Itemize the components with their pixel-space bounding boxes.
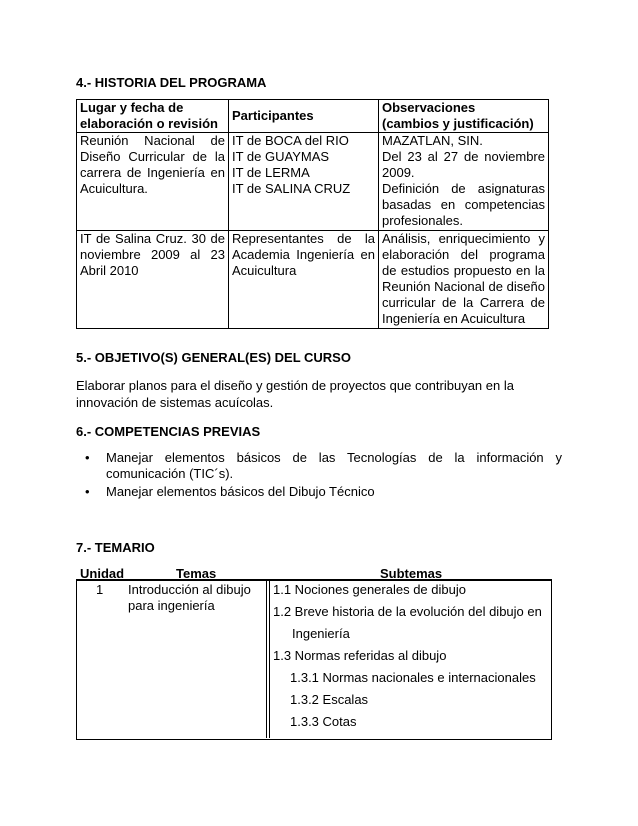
row-lugar: IT de Salina Cruz. 30 de noviembre 2009 al 23 Abril 2010 — [77, 231, 229, 329]
temario-divider-double — [269, 580, 270, 738]
objetivo-text: Elaborar planos para el diseño y gestión de proyectos que contribuyan en la innovación de sistemas acuícolas. — [76, 378, 514, 410]
row-lugar: Reunión Nacional de Diseño Curricular de la carrera de Ingeniería en Acuicultura. — [77, 133, 229, 231]
subtema: 1.3.3 Cotas — [290, 714, 357, 729]
observacion: MAZATLAN, SIN. — [382, 133, 483, 148]
participante: IT de LERMA — [232, 165, 310, 180]
temario-header-subtemas: Subtemas — [380, 566, 443, 581]
temario-header-temas: Temas — [176, 566, 217, 581]
header-participantes: Participantes — [229, 100, 379, 133]
header-observaciones-title: Observaciones — [382, 100, 476, 115]
row-observaciones: Análisis, enriquecimiento y elaboración del programa de estudios propuesto en la Reunión Nacional de diseño curricular de la Carrera de Ingeniería en Acuicultura — [379, 231, 549, 329]
subtema: Ingeniería — [292, 626, 350, 641]
temario-heading: 7.- TEMARIO — [76, 540, 155, 555]
historia-row — [77, 133, 549, 231]
historia-heading: 4.- HISTORIA DEL PROGRAMA — [76, 75, 267, 90]
subtema: 1.3.2 Escalas — [290, 692, 369, 707]
participante: IT de BOCA del RIO — [232, 133, 349, 148]
subtema: 1.3.1 Normas nacionales e internacionales — [290, 670, 536, 685]
observacion: Del 23 al 27 de noviembre 2009. — [382, 149, 545, 180]
temario-header-unidad: Unidad — [80, 566, 125, 581]
row-participantes — [229, 133, 379, 231]
objetivo-heading: 5.- OBJETIVO(S) GENERAL(ES) DEL CURSO — [76, 350, 351, 365]
competencia-item: • Manejar elementos básicos de las Tecnologías de la información y comunicación (TIC´s). — [76, 450, 562, 482]
header-observaciones-sub: (cambios y justificación) — [382, 116, 534, 131]
competencia-item: • Manejar elementos básicos del Dibujo Técnico — [76, 484, 562, 500]
historia-table — [76, 99, 549, 329]
participante: IT de GUAYMAS — [232, 149, 330, 164]
subtema: 1.2 Breve historia de la evolución del dibujo en — [273, 604, 542, 619]
temario-header-rule — [76, 579, 552, 580]
competencias-heading: 6.- COMPETENCIAS PREVIAS — [76, 424, 261, 439]
observacion: Definición de asignaturas basadas en competencias profesionales. — [382, 181, 545, 228]
historia-row — [77, 231, 549, 329]
temario-tema: Introducción al dibujo para ingeniería — [128, 582, 251, 613]
historia-header-row — [77, 100, 549, 133]
row-observaciones — [379, 133, 549, 231]
row-participantes: Representantes de la Academia Ingeniería en Acuicultura — [229, 231, 379, 329]
competencias-list — [76, 450, 562, 502]
subtema: 1.3 Normas referidas al dibujo — [273, 648, 447, 663]
temario-unidad: 1 — [96, 582, 104, 597]
temario-divider — [266, 580, 267, 738]
header-lugar: Lugar y fecha de elaboración o revisión — [77, 100, 229, 133]
participante: IT de SALINA CRUZ — [232, 181, 351, 196]
subtema: 1.1 Nociones generales de dibujo — [273, 582, 466, 597]
header-observaciones — [379, 100, 549, 133]
